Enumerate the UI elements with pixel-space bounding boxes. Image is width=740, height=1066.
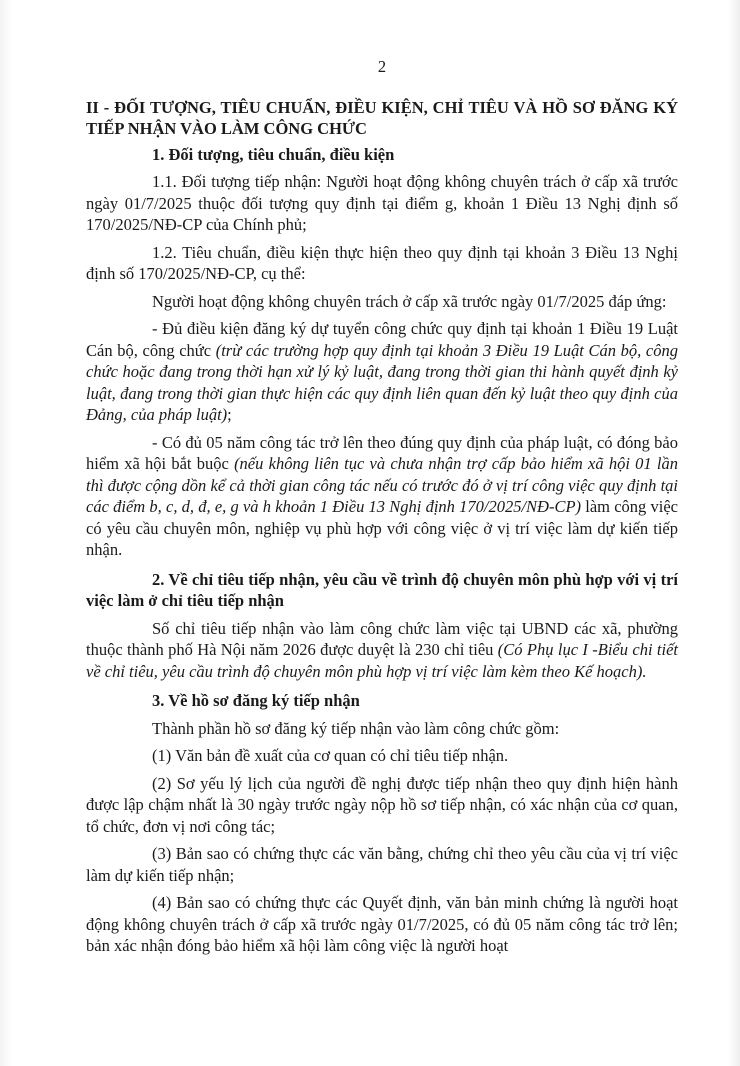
subsection-1-title: 1. Đối tượng, tiêu chuẩn, điều kiện: [152, 144, 395, 164]
bullet-2-end: làm công việc có yêu cầu chuyên môn, nghiệp vụ phù hợp với công việc ở vị trí việc làm dự kiến tiếp nhận.: [86, 497, 678, 559]
quota-italic: (Có Phụ lục I -Biểu chi tiết về chỉ tiêu, yêu cầu trình độ chuyên môn phù hợp vị trí việc làm kèm theo Kế hoạch).: [86, 640, 678, 681]
dossier-item-4: (4) Bản sao có chứng thực các Quyết định, văn bản minh chứng là người hoạt động không chuyên trách ở cấp xã trước ngày 01/7/2025, có đủ 05 năm công tác trở lên; bản xác nhận đóng bảo hiểm xã hội làm công việc là người hoạt: [86, 893, 678, 955]
dossier-item-2: (2) Sơ yếu lý lịch của người đề nghị được tiếp nhận theo quy định hiện hành được lập chậm nhất là 30 ngày trước ngày nộp hồ sơ tiếp nhận, có xác nhận của cơ quan, tổ chức, đơn vị nơi công tác;: [86, 773, 678, 836]
subsection-2-title: 2. Về chỉ tiêu tiếp nhận, yêu cầu về trình độ chuyên môn phù hợp với vị trí việc làm ở chỉ tiêu tiếp nhận: [86, 569, 678, 610]
bullet-2-italic: (nếu không liên tục và chưa nhận trợ cấp bảo hiểm xã hội 01 lần thì được cộng dồn kể cả thời gian công tác nếu có trước đó ở vị trí công việc quy định tại các điểm b, c, d, đ, e, g và h khoản 1 Điều 13 Nghị định 170/2025/NĐ-CP): [86, 454, 678, 516]
bullet-1-text: - Đủ điều kiện đăng ký dự tuyển công chức quy định tại khoản 1 Điều 19 Luật Cán bộ, công chức: [86, 319, 678, 360]
bullet-2-text: - Có đủ 05 năm công tác trở lên theo đúng quy định của pháp luật, có đóng bảo hiểm xã hội bắt buộc: [86, 432, 678, 473]
paragraph-eligibility-intro: Người hoạt động không chuyên trách ở cấp xã trước ngày 01/7/2025 đáp ứng:: [152, 291, 667, 311]
paragraph-1-2: 1.2. Tiêu chuẩn, điều kiện thực hiện theo quy định tại khoản 3 Điều 13 Nghị định số 170/2025/NĐ-CP, cụ thể:: [86, 242, 678, 283]
dossier-item-3: (3) Bản sao có chứng thực các văn bằng, chứng chỉ theo yêu cầu của vị trí việc làm dự kiến tiếp nhận;: [86, 844, 678, 885]
dossier-intro: Thành phần hồ sơ đăng ký tiếp nhận vào làm công chức gồm:: [152, 718, 560, 738]
paragraph-quota: [86, 618, 678, 683]
page-number: 2: [377, 57, 387, 76]
bullet-1-italic: (trừ các trường hợp quy định tại khoản 3 Điều 19 Luật Cán bộ, công chức hoặc đang trong thời hạn xử lý kỷ luật, đang trong thời gian thi hành quyết định kỷ luật, đang trong thời gian thực hiện các quy định liên quan đến kỷ luật theo quy định của Đảng, của pháp luật): [86, 340, 678, 424]
paragraph-1-1: 1.1. Đối tượng tiếp nhận: Người hoạt động không chuyên trách ở cấp xã trước ngày 01/7/2025 thuộc đối tượng quy định tại điểm g, khoản 1 Điều 13 Nghị định số 170/2025/NĐ-CP của Chính phủ;: [86, 172, 678, 234]
section-heading: II - ĐỐI TƯỢNG, TIÊU CHUẨN, ĐIỀU KIỆN, CHỈ TIÊU VÀ HỒ SƠ ĐĂNG KÝ TIẾP NHẬN VÀO LÀM CÔNG CHỨC: [86, 97, 678, 138]
bullet-1-end: ;: [227, 405, 232, 424]
quota-text: Số chỉ tiêu tiếp nhận vào làm công chức làm việc tại UBND các xã, phường thuộc thành phố Hà Nội năm 2026 được duyệt là 230 chỉ tiêu: [86, 618, 678, 659]
bullet-condition-2: [86, 432, 678, 561]
document-page: [86, 56, 678, 963]
bullet-condition-1: [86, 318, 678, 426]
dossier-item-1: (1) Văn bản đề xuất của cơ quan có chỉ tiêu tiếp nhận.: [152, 746, 509, 765]
subsection-3-title: 3. Về hồ sơ đăng ký tiếp nhận: [152, 691, 360, 710]
